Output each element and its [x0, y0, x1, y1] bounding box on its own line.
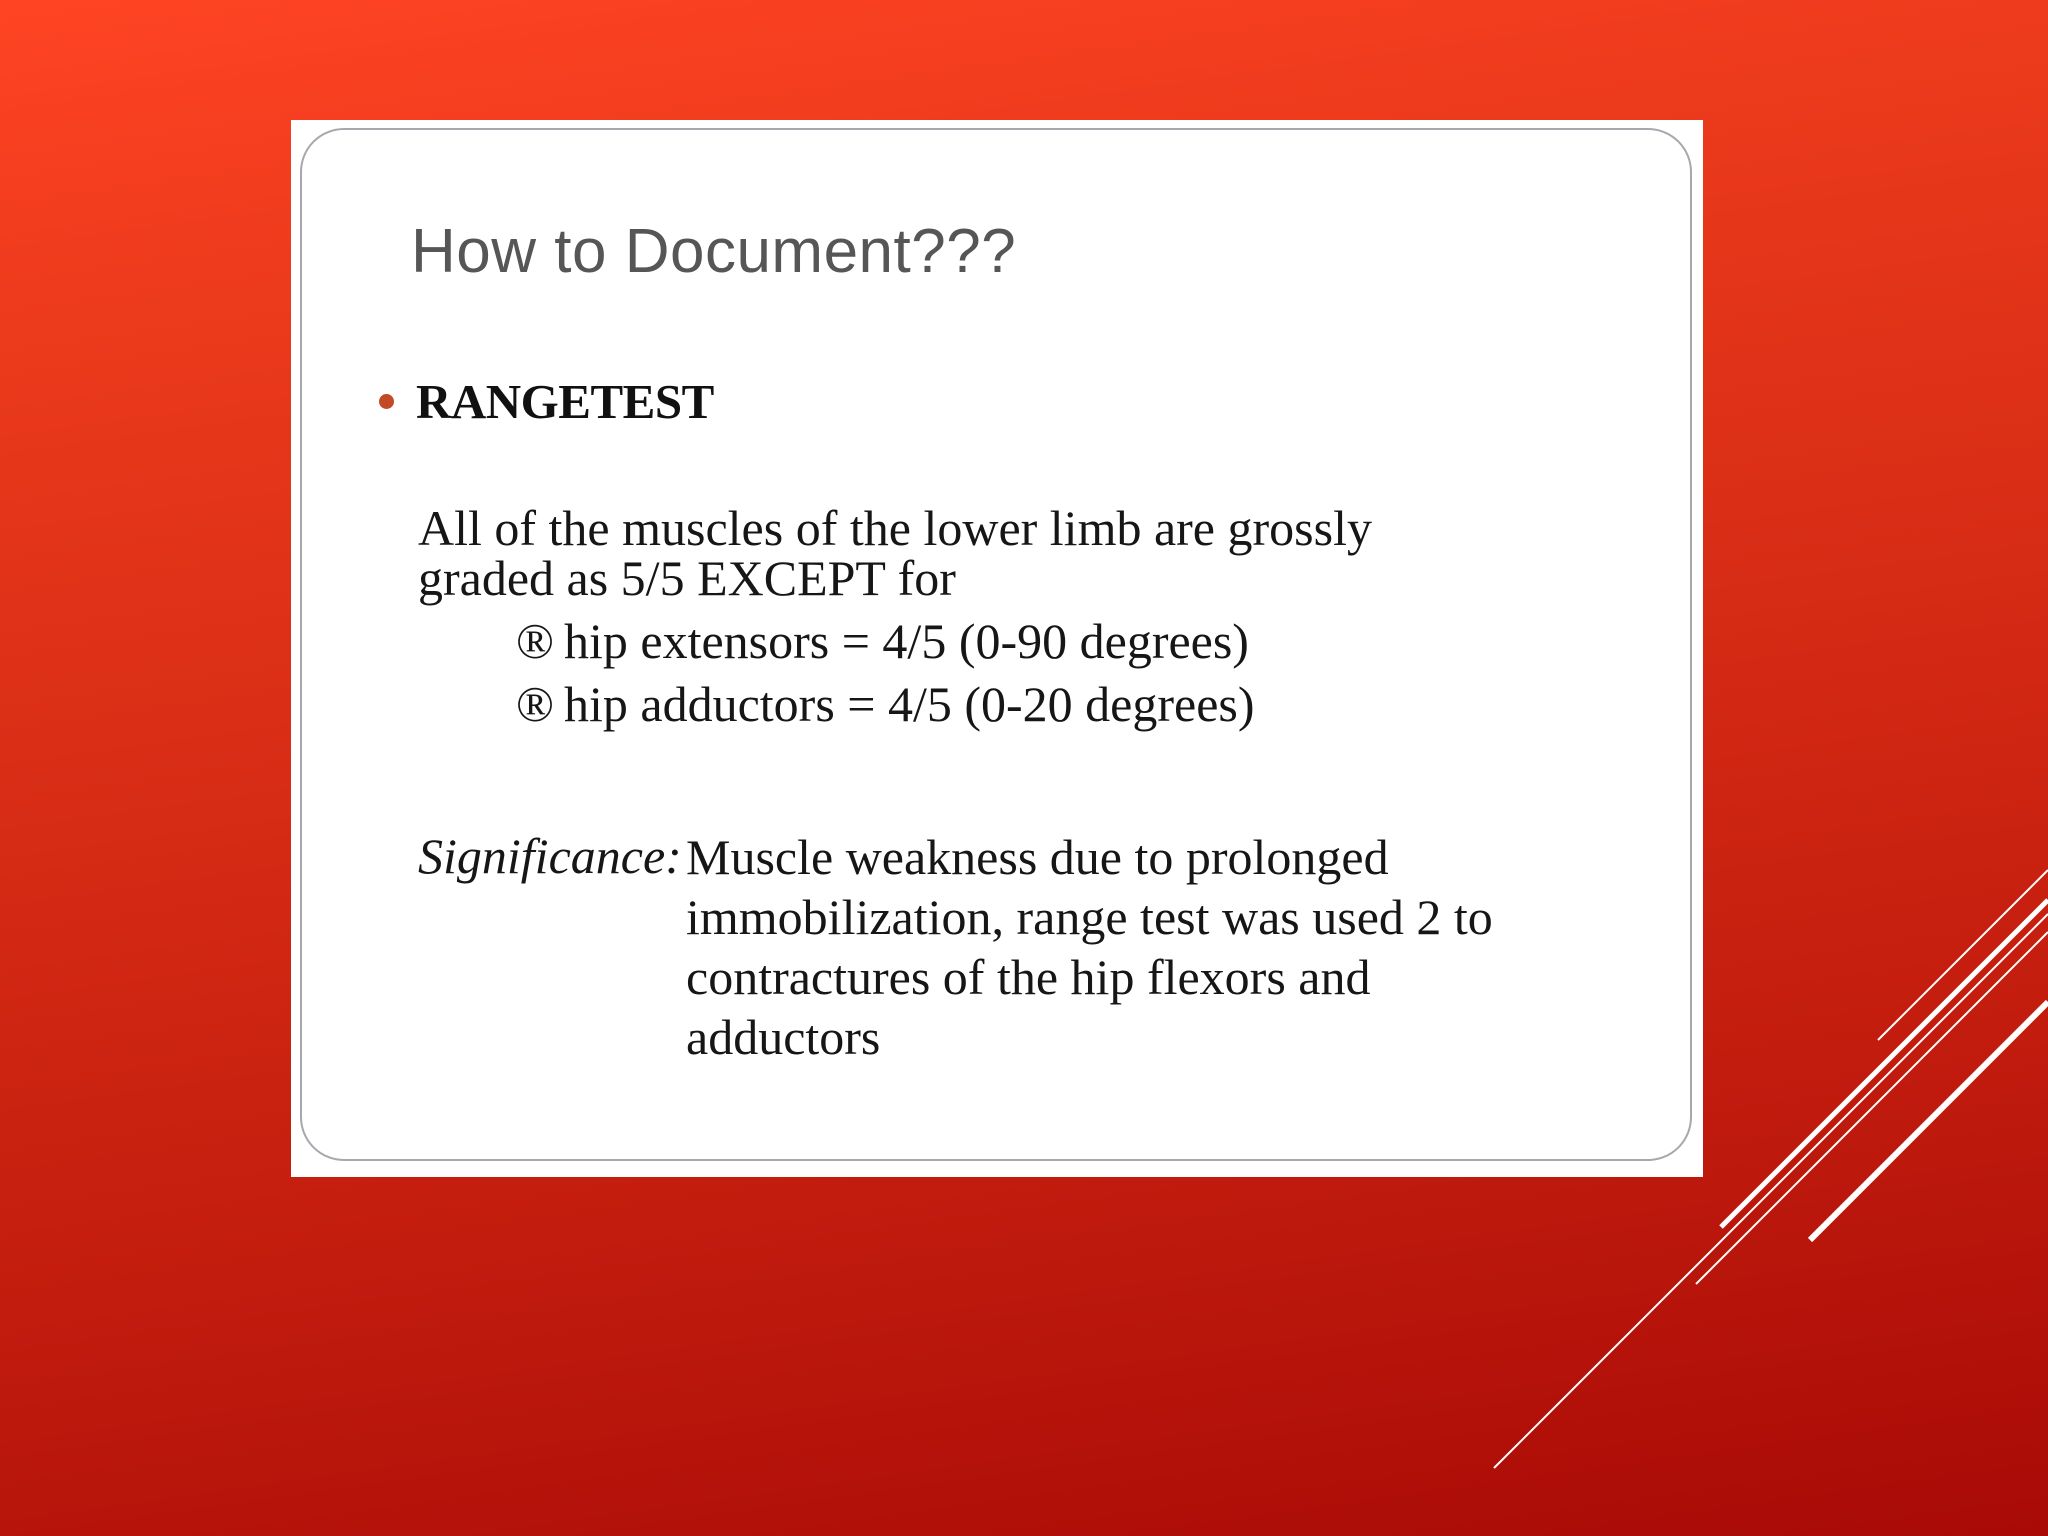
- slide-content-image: [291, 120, 1703, 1177]
- deco-line-2: [1721, 900, 2048, 1227]
- significance-line: immobilization, range test was used 2 to: [686, 889, 1493, 945]
- bullet-item: [379, 366, 714, 436]
- exception-text: hip extensors = 4/5 (0-90 degrees): [564, 613, 1249, 669]
- registered-icon: ®: [516, 676, 554, 732]
- significance-text: [686, 827, 1493, 1067]
- bullet-dot-icon: [379, 394, 394, 409]
- intro-line-1: All of the muscles of the lower limb are grossly: [418, 500, 1372, 556]
- exception-item: [516, 675, 1255, 733]
- significance-label: Significance:: [418, 828, 682, 884]
- registered-icon: ®: [516, 613, 554, 669]
- bullet-heading: RANGETEST: [416, 373, 714, 429]
- deco-line-3: [1696, 932, 2048, 1284]
- deco-line-5: [1878, 870, 2048, 1040]
- significance-line: Muscle weakness due to prolonged: [686, 829, 1389, 885]
- intro-line-2: graded as 5/5 EXCEPT for: [418, 550, 956, 606]
- significance-line: adductors: [686, 1009, 881, 1065]
- significance-line: contractures of the hip flexors and: [686, 949, 1371, 1005]
- exception-text: hip adductors = 4/5 (0-20 degrees): [564, 676, 1255, 732]
- deco-line-4: [1810, 1002, 2048, 1240]
- page-title: How to Document???: [411, 217, 1017, 286]
- exception-item: [516, 612, 1249, 670]
